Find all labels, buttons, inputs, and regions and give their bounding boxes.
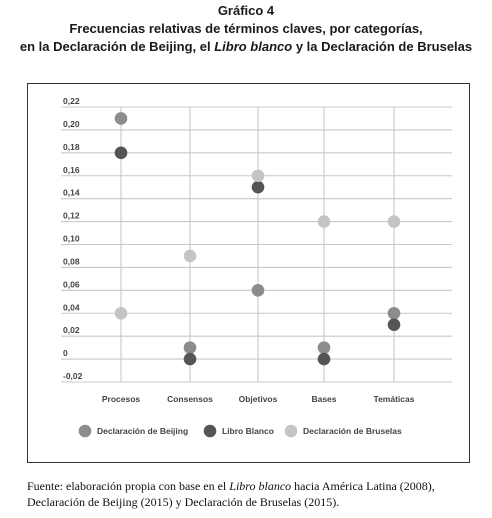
data-point-series-3 (388, 215, 401, 228)
y-tick-label: 0,12 (63, 210, 80, 221)
scatter-chart (27, 83, 470, 463)
x-tick-label: Procesos (101, 394, 141, 404)
data-point-series-1 (184, 341, 197, 354)
legend-label: Declaración de Bruselas (303, 426, 402, 436)
x-tick-label: Objetivos (238, 394, 278, 404)
source-text-em: Libro blanco (229, 479, 292, 493)
x-tick-label: Consensos (167, 394, 213, 404)
y-tick-label: 0,02 (63, 325, 80, 336)
data-point-series-2 (115, 147, 128, 160)
y-tick-label: -0,02 (63, 371, 83, 381)
data-point-series-3 (184, 250, 197, 263)
data-point-series-2 (388, 318, 401, 331)
source-text-b: hacia América Latina (2008), (291, 479, 435, 493)
data-point-series-2 (318, 353, 331, 366)
y-tick-label: 0,20 (63, 118, 80, 129)
source-note (27, 478, 477, 510)
y-tick-label: 0,08 (63, 256, 80, 267)
source-line2: Declaración de Beijing (2015) y Declaración de Bruselas (2015). (27, 495, 340, 509)
data-point-series-3 (115, 307, 128, 320)
y-tick-label: 0 (63, 348, 68, 359)
data-point-series-1 (115, 112, 128, 125)
y-tick-label: 0,06 (63, 279, 80, 290)
x-tick-label: Bases (311, 394, 337, 404)
title-line2-a: en la Declaración de Beijing, el (19, 39, 215, 54)
figure-label: Gráfico 4 (217, 3, 275, 18)
y-tick-label: 0,14 (63, 187, 80, 198)
y-tick-label: 0,18 (63, 141, 80, 152)
data-point-series-1 (318, 341, 331, 354)
legend-label: Libro Blanco (222, 426, 274, 436)
title-line2-em: Libro blanco (214, 39, 293, 54)
data-point-series-3 (252, 169, 265, 182)
source-text-a: Fuente: elaboración propia con base en el (27, 479, 230, 493)
source-line1 (27, 478, 477, 494)
legend-marker (285, 425, 298, 438)
y-tick-label: 0,22 (63, 96, 80, 106)
data-point-series-1 (388, 307, 401, 320)
figure-title-line2 (0, 38, 492, 56)
legend-label: Declaración de Beijing (97, 426, 189, 436)
y-tick-label: 0,16 (63, 164, 80, 175)
legend-marker (204, 425, 217, 438)
x-tick-label: Temáticas (373, 394, 415, 404)
y-tick-label: 0,10 (63, 233, 80, 244)
data-point-series-2 (252, 181, 265, 194)
data-point-series-1 (252, 284, 265, 297)
figure-title-line1: Frecuencias relativas de términos claves, por categorías, (69, 21, 423, 36)
y-tick-label: 0,04 (63, 302, 80, 313)
legend-marker (79, 425, 92, 438)
title-line2-b: y la Declaración de Bruselas (292, 39, 473, 54)
figure-title (0, 2, 492, 56)
data-point-series-3 (318, 215, 331, 228)
data-point-series-2 (184, 353, 197, 366)
